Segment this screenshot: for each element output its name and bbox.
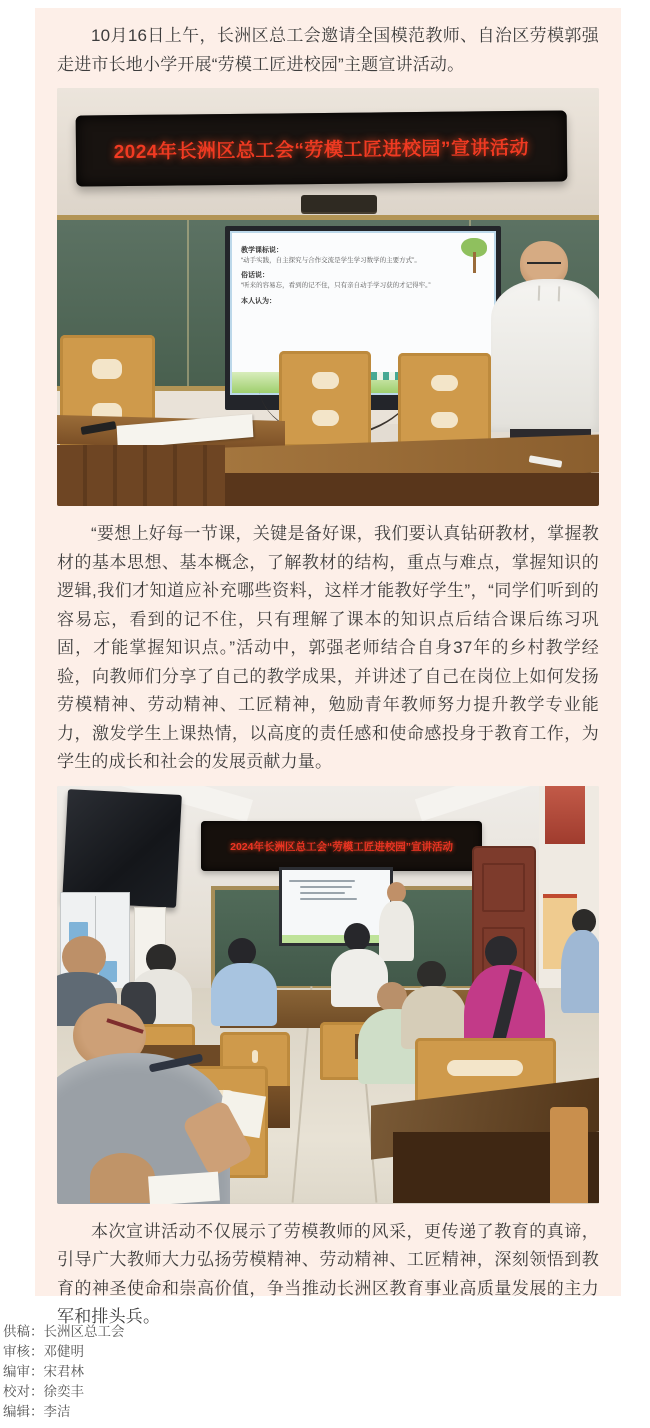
red-curtain <box>545 786 586 845</box>
audience-person-blue-shirt <box>561 930 599 1014</box>
led-banner-text: 2024年长洲区总工会“劳模工匠进校园”宣讲活动 <box>113 137 529 164</box>
paragraph-main: “要想上好每一节课，关键是备好课，我们要认真钻研教材，掌握教材的基本思想、基本概念，了解教材的结构，重点与难点，掌握知识的逻辑,我们才知道应补充哪些资料，这样才能教好学生”，“同学们听到的容易忘，看到的记不住，只有理解了课本的知识点后结合课后练习巩固，才能掌握知识点。”活动中，郭强老师结合自身37年的乡村教学经验，向教师们分享了自己的教学成果，并讲述了自己在岗位上如何发扬劳模精神、劳动精神、工匠精神，勉励青年教师努力提升教学专业能力，激发学生上课热情，以高度的责任感和使命感投身于教育工作，为学生的成长和社会的发展贡献力量。 <box>57 524 599 771</box>
article-card <box>35 8 621 1326</box>
wooden-chair <box>279 351 371 447</box>
photo-classroom-speaker <box>57 88 599 506</box>
led-banner-text: 2024年长洲区总工会“劳模工匠进校园”宣讲活动 <box>230 840 453 853</box>
photo-classroom-audience <box>57 786 599 1204</box>
chair-post <box>550 1107 588 1203</box>
credit-contributor: 供稿：长洲区总工会 <box>3 1324 125 1339</box>
audience-head <box>90 1153 155 1203</box>
slide-heading: 教学课标说： <box>241 246 284 254</box>
chair-slat <box>447 1060 523 1076</box>
paragraph-intro: 10月16日上午，长洲区总工会邀请全国模范教师、自治区劳模郭强走进市长地小学开展“劳模工匠进校园”主题宣讲活动。 <box>57 26 599 74</box>
paragraph-closing: 本次宣讲活动不仅展示了劳模教师的风采，更传递了教育的真谛，引导广大教师大力弘扬劳模精神、劳动精神、工匠精神，深刻领悟到教育的神圣使命和崇高价值，争当推动长洲区教育事业高质量发展的主力军和排头兵。 <box>57 1221 599 1326</box>
slide-text: “动手实践，自主探究与合作交流是学生学习数学的主要方式”。 <box>241 256 421 264</box>
speaker-white-shirt <box>379 901 414 962</box>
door-panel <box>482 863 525 912</box>
tree-trunk <box>473 252 476 273</box>
wall-tv <box>62 789 182 908</box>
slide-heading: 本人认为： <box>241 297 277 305</box>
led-banner <box>76 111 567 187</box>
slide-text-bar <box>300 898 356 900</box>
camera-device <box>301 195 377 213</box>
credit-proofreader: 校对：徐奕丰 <box>3 1384 84 1399</box>
chalkboard-seam <box>187 220 189 386</box>
slide-text-bar <box>289 880 355 882</box>
chair-slat <box>431 375 458 391</box>
desk-left-face <box>57 445 225 506</box>
audience-head <box>485 936 516 968</box>
credit-editor: 编辑：李洁 <box>3 1404 71 1419</box>
chair-slat <box>431 412 458 428</box>
wooden-chair <box>398 353 490 449</box>
speaker-glasses <box>527 262 561 272</box>
shirt-collar <box>538 285 561 301</box>
slide-text: “听来的容易忘，看到的记不住，只有亲自动手学习获的才记得牢。” <box>241 282 431 290</box>
audience-person-blue-shirt <box>211 963 276 1026</box>
slide-text-bar <box>300 892 345 894</box>
credits-block <box>3 1322 125 1422</box>
speaker-white-shirt <box>491 279 599 432</box>
chair-slat <box>312 372 339 388</box>
chair-slat <box>92 359 122 378</box>
led-banner <box>201 821 483 871</box>
desk-front-face <box>220 473 599 506</box>
slide-heading: 俗话说： <box>241 272 270 280</box>
chair-slat <box>312 410 339 426</box>
credit-reviewer: 审核：邓健明 <box>3 1344 84 1359</box>
slide-grass-decoration <box>282 935 390 944</box>
projection-screen <box>279 867 393 946</box>
slide-tree-decoration <box>450 238 487 273</box>
chair-slat <box>252 1050 257 1063</box>
slide-text-bar <box>300 886 352 888</box>
credit-editor-in-chief: 编审：宋君林 <box>3 1364 84 1379</box>
notes-paper <box>148 1172 220 1204</box>
